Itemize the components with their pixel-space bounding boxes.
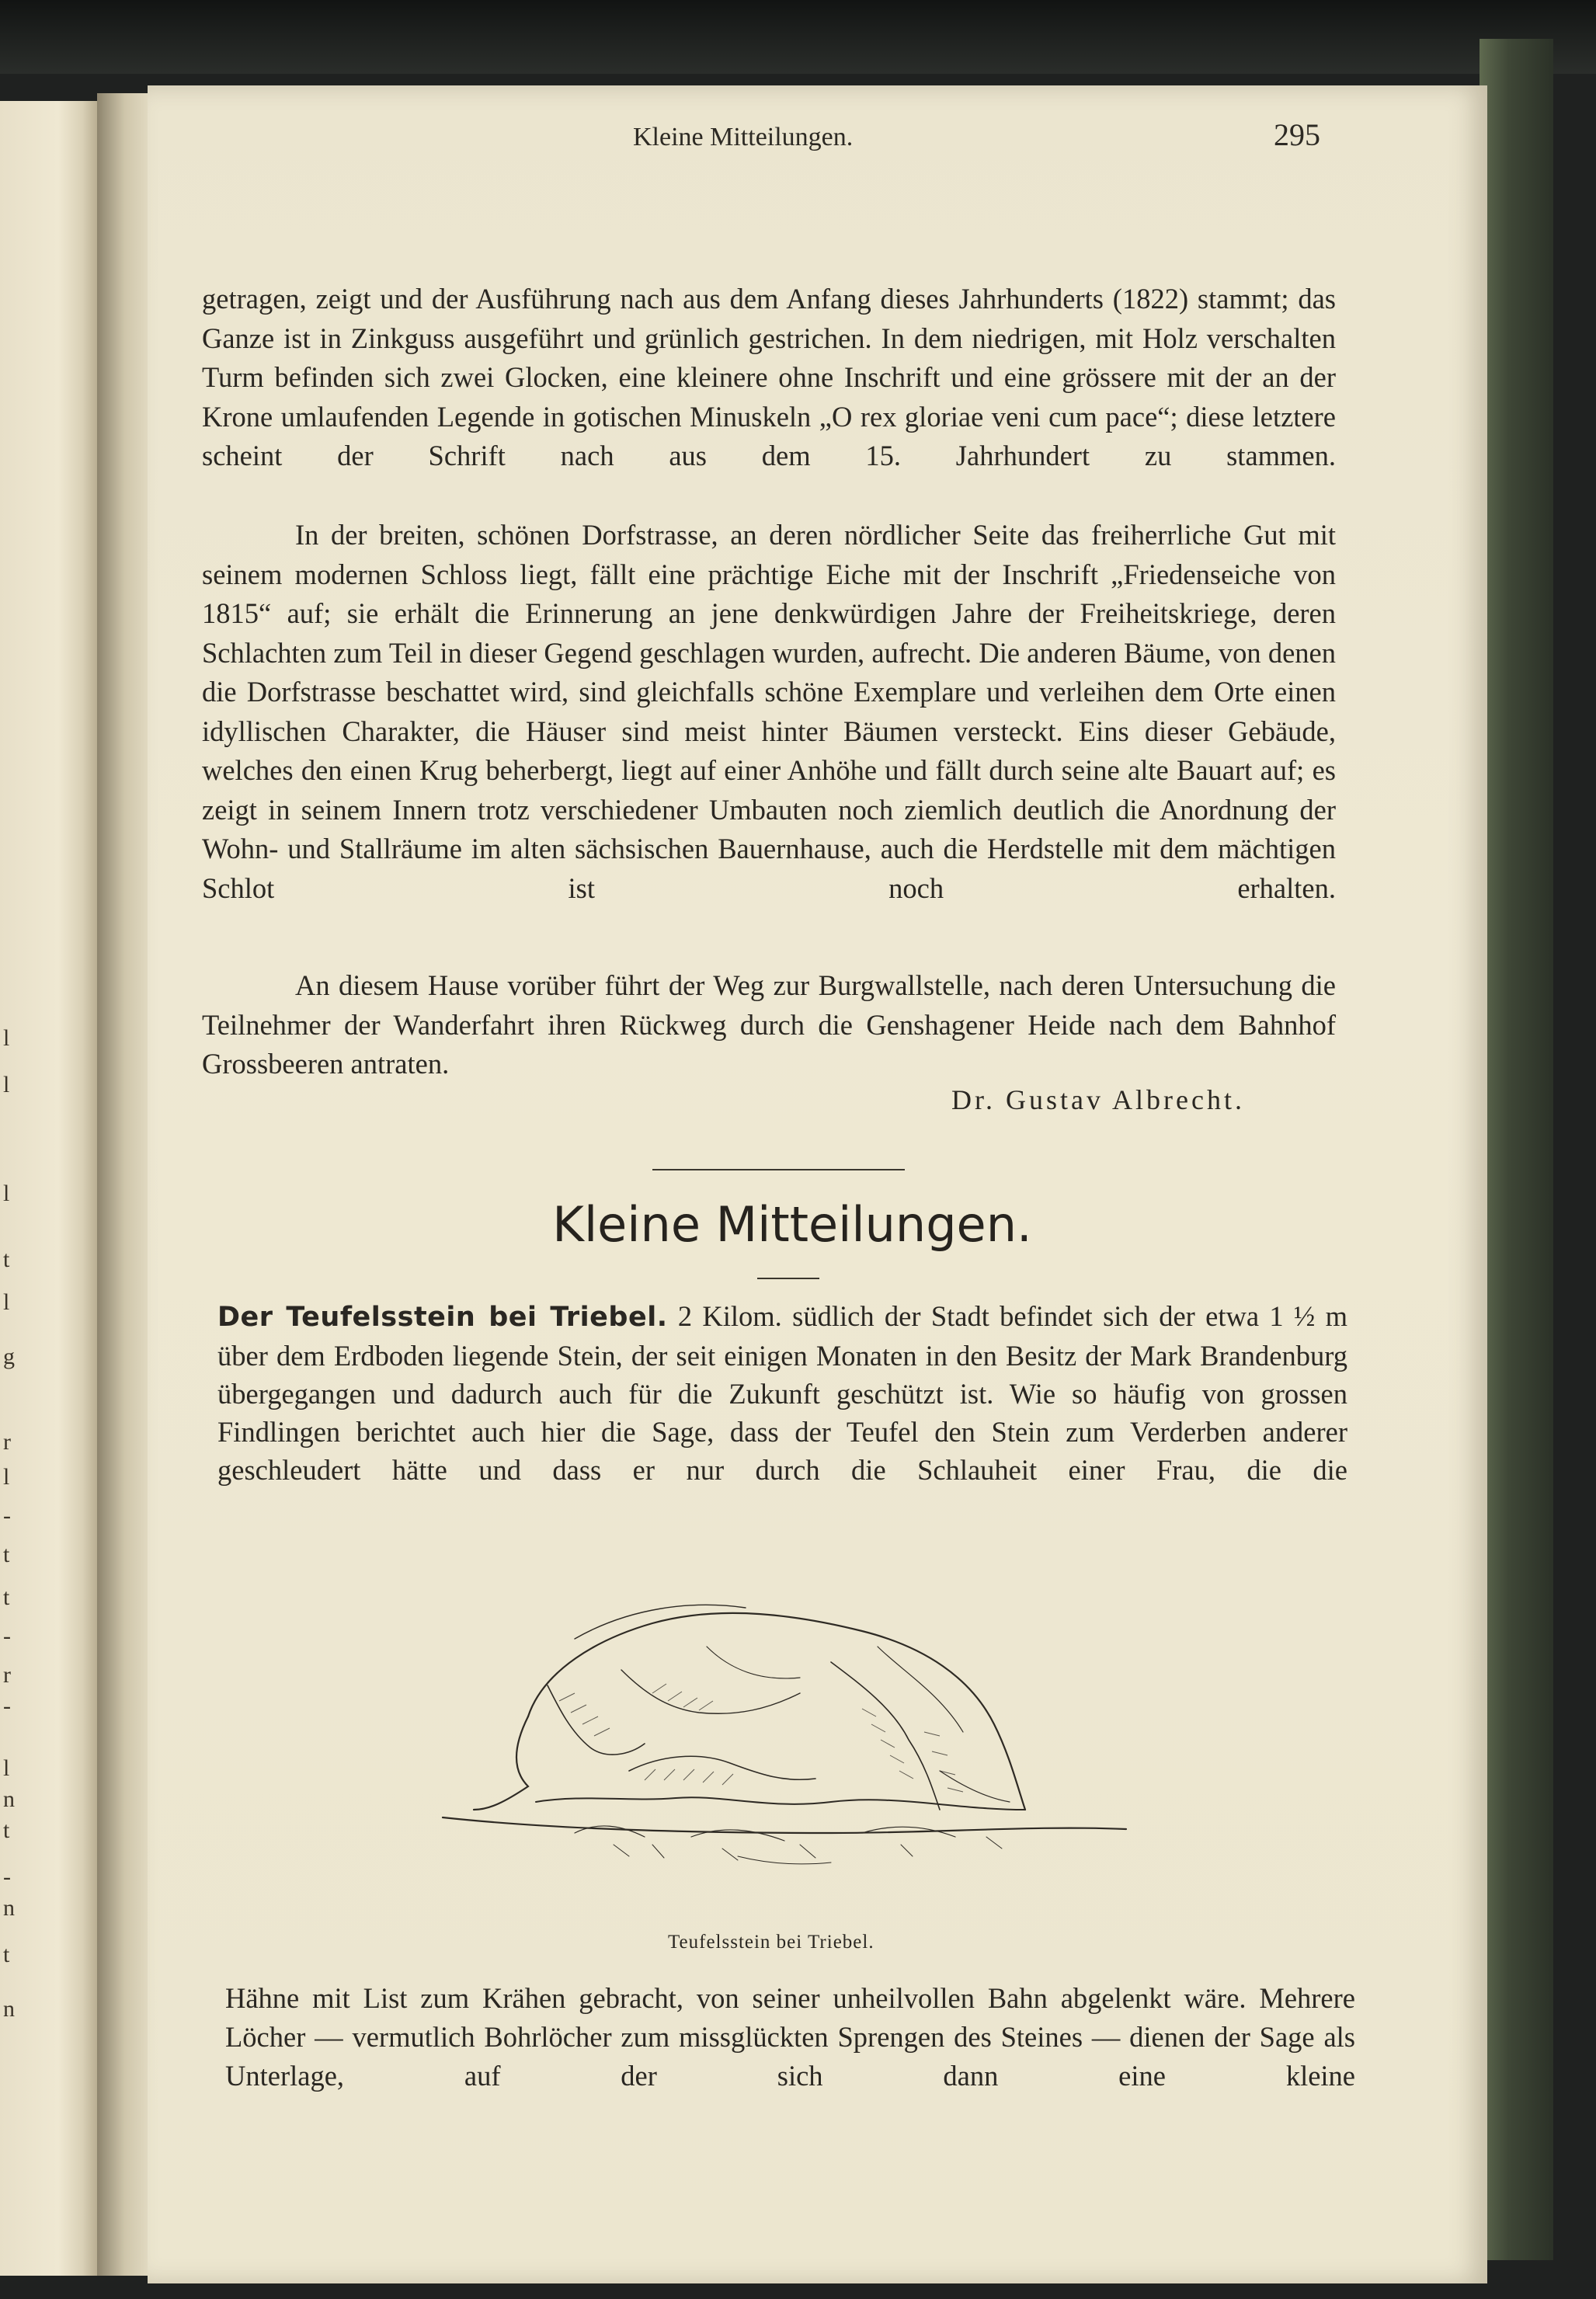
- title-underline: [757, 1278, 819, 1279]
- left-page-fragment: r: [3, 1662, 11, 1688]
- left-page-fragment: l: [3, 1755, 10, 1781]
- left-page-fragment: l: [3, 1181, 10, 1206]
- book-cover-top: [0, 0, 1596, 74]
- article-paragraph-2: Hähne mit List zum Krähen gebracht, von seiner unheilvollen Bahn abgelenkt wäre. Mehrere Löcher — vermutlich Bohrlöcher zum missglückten Sprengen des Steines — dienen der Sage als Unterlage, auf der sich dann eine kleine: [225, 1982, 1355, 2092]
- left-page-fragment: l: [3, 1072, 10, 1097]
- left-page-fragment: n: [3, 1996, 15, 2022]
- left-page-fragment: -: [3, 1503, 11, 1529]
- left-page-fragment: -: [3, 1864, 11, 1890]
- author-signature: Dr. Gustav Albrecht.: [951, 1084, 1245, 1115]
- section-title: Kleine Mitteilungen.: [552, 1196, 1032, 1253]
- left-page-fragment: n: [3, 1895, 15, 1921]
- figure-caption: Teufelsstein bei Triebel.: [668, 1932, 874, 1953]
- left-page-fragment: t: [3, 1584, 10, 1610]
- running-head: Kleine Mitteilungen.: [633, 123, 854, 151]
- left-page-edge: [0, 101, 97, 2276]
- body-paragraph-3: An diesem Hause vorüber führt der Weg zur Burgwallstelle, nach deren Untersuchung die Teilnehmer der Wanderfahrt ihren Rückweg durch die Genshagener Heide nach dem Bahnhof Grossbeeren antraten.: [202, 969, 1336, 1080]
- left-page-fragment: t: [3, 1542, 10, 1567]
- body-paragraph-1: getragen, zeigt und der Ausführung nach aus dem Anfang dieses Jahrhunderts (1822) stammt; das Ganze ist in Zinkguss ausgeführt und grünlich gestrichen. In dem niedrigen, mit Holz verschalten Turm befinden sich zwei Glocken, eine kleinere ohne Inschrift und eine grössere mit der an der Krone umlaufenden Legende in gotischen Minuskeln „O rex gloriae veni cum pace“; diese letztere scheint der Schrift nach aus dem 15. Jahrhundert zu stammen.: [202, 283, 1336, 471]
- article-paragraph-1: [217, 1297, 1347, 1489]
- book-cover-edge: [1480, 39, 1553, 2260]
- left-page-fragment: g: [3, 1344, 15, 1369]
- left-page-fragment: -: [3, 1693, 11, 1719]
- left-page-fragment: t: [3, 1247, 10, 1272]
- left-page-fragment: l: [3, 1289, 10, 1315]
- section-divider: [652, 1169, 905, 1170]
- article-lead: Der Teufelsstein bei Triebel.: [217, 1302, 668, 1333]
- page-number: 295: [1274, 117, 1320, 152]
- left-page-fragment: -: [3, 1623, 11, 1649]
- left-page-fragment: t: [3, 1817, 10, 1843]
- left-page-fragment: l: [3, 1464, 10, 1490]
- left-page-fragment: n: [3, 1786, 15, 1812]
- article-text-1: 2 Kilom. südlich der Stadt befindet sich der etwa 1 ½ m über dem Erdboden liegende Stein, der seit einigen Monaten in den Besitz der Mark Brandenburg übergegangen und dadurch auch für die Zukunft geschützt ist. Wie so häufig von grossen Findlingen berichtet auch hier die Sage, dass der Teufel den Stein zum Verderben anderer geschleudert hätte und dass er nur durch die Schlauheit einer Frau, die die: [217, 1300, 1348, 1486]
- teufelsstein-illustration: [396, 1577, 1173, 1918]
- left-page-fragment: r: [3, 1429, 11, 1455]
- body-paragraph-2: In der breiten, schönen Dorfstrasse, an deren nördlicher Seite das freiherrliche Gut mit seinem modernen Schloss liegt, fällt eine prächtige Eiche mit der Inschrift „Friedenseiche von 1815“ auf; sie erhält die Erinnerung an jene denkwürdigen Jahre der Freiheitskriege, deren Schlachten zum Teil in dieser Gegend geschlagen wurden, aufrecht. Die anderen Bäume, von denen die Dorfstrasse beschattet wird, sind gleichfalls schöne Exemplare und verleihen dem Orte einen idyllischen Charakter, die Häuser sind meist hinter Bäumen versteckt. Eins dieser Gebäude, welches den einen Krug beherbergt, liegt auf einer Anhöhe und fällt durch seine alte Bauart auf; es zeigt in seinem Innern trotz verschiedener Umbauten noch ziemlich deutlich die Anordnung der Wohn- und Stallräume im alten sächsischen Bauernhause, auch die Herdstelle mit dem mächtigen Schlot ist noch erhalten.: [202, 519, 1336, 904]
- left-page-fragment: l: [3, 1025, 10, 1051]
- left-page-fragment: t: [3, 1942, 10, 1967]
